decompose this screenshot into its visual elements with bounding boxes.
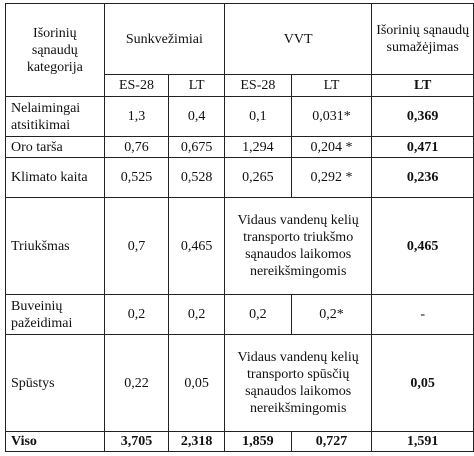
header-reduction: Išorinių sąnaudų sumažėjimas	[372, 4, 474, 75]
cell-vvt-lt: 0,031*	[291, 97, 372, 137]
total-label: Viso	[6, 432, 105, 452]
cell-reduction: 0,471	[372, 137, 474, 158]
table-row	[6, 295, 474, 335]
header-category: Išorinių sąnaudų kategorija	[6, 4, 105, 97]
cell-vvt-lt: 0,292 *	[291, 158, 372, 198]
cell-reduction: 0,465	[372, 198, 474, 295]
cell-truck-lt: 0,05	[169, 335, 225, 432]
table-row	[6, 97, 474, 137]
cell-vvt-note: Vidaus vandenų kelių transporto spūsčių sąnaudos laikomos nereikšmingomis	[225, 335, 372, 432]
header-row-1	[6, 4, 474, 75]
cell-reduction: 0,369	[372, 97, 474, 137]
total-vvt-lt: 0,727	[291, 432, 372, 452]
header-trucks: Sunkvežimiai	[104, 4, 224, 75]
cell-truck-es28: 0,76	[104, 137, 169, 158]
cell-truck-lt: 0,2	[169, 295, 225, 335]
total-vvt-es28: 1,859	[225, 432, 292, 452]
table-row	[6, 335, 474, 432]
header-vvt-lt: LT	[291, 75, 372, 97]
total-truck-lt: 2,318	[169, 432, 225, 452]
cell-vvt-es28: 0,265	[225, 158, 292, 198]
header-truck-lt: LT	[169, 75, 225, 97]
cell-truck-lt: 0,528	[169, 158, 225, 198]
row-category: Spūstys	[6, 335, 105, 432]
row-category: Triukšmas	[6, 198, 105, 295]
cell-truck-lt: 0,675	[169, 137, 225, 158]
row-category: Buveinių pažeidimai	[6, 295, 105, 335]
table-row	[6, 198, 474, 295]
header-truck-es28: ES-28	[104, 75, 169, 97]
cell-truck-lt: 0,4	[169, 97, 225, 137]
cell-vvt-lt: 0,204 *	[291, 137, 372, 158]
cell-vvt-es28: 0,1	[225, 97, 292, 137]
cell-truck-es28: 0,7	[104, 198, 169, 295]
cell-truck-es28: 0,2	[104, 295, 169, 335]
cell-vvt-es28: 1,294	[225, 137, 292, 158]
cell-reduction: 0,236	[372, 158, 474, 198]
total-row	[6, 432, 474, 452]
row-category: Nelaimingai atsitikimai	[6, 97, 105, 137]
cell-truck-lt: 0,465	[169, 198, 225, 295]
cell-reduction: -	[372, 295, 474, 335]
cell-reduction: 0,05	[372, 335, 474, 432]
row-category: Oro tarša	[6, 137, 105, 158]
cell-vvt-es28: 0,2	[225, 295, 292, 335]
table-row	[6, 158, 474, 198]
cell-truck-es28: 0,525	[104, 158, 169, 198]
total-truck-es28: 3,705	[104, 432, 169, 452]
header-vvt: VVT	[225, 4, 372, 75]
total-reduction: 1,591	[372, 432, 474, 452]
row-category: Klimato kaita	[6, 158, 105, 198]
cell-truck-es28: 1,3	[104, 97, 169, 137]
external-costs-table	[5, 3, 474, 452]
table-row	[6, 137, 474, 158]
cell-truck-es28: 0,22	[104, 335, 169, 432]
header-reduction-lt: LT	[372, 75, 474, 97]
cell-vvt-note: Vidaus vandenų kelių transporto triukšmo sąnaudos laikomos nereikšmingomis	[225, 198, 372, 295]
header-vvt-es28: ES-28	[225, 75, 292, 97]
cell-vvt-lt: 0,2*	[291, 295, 372, 335]
